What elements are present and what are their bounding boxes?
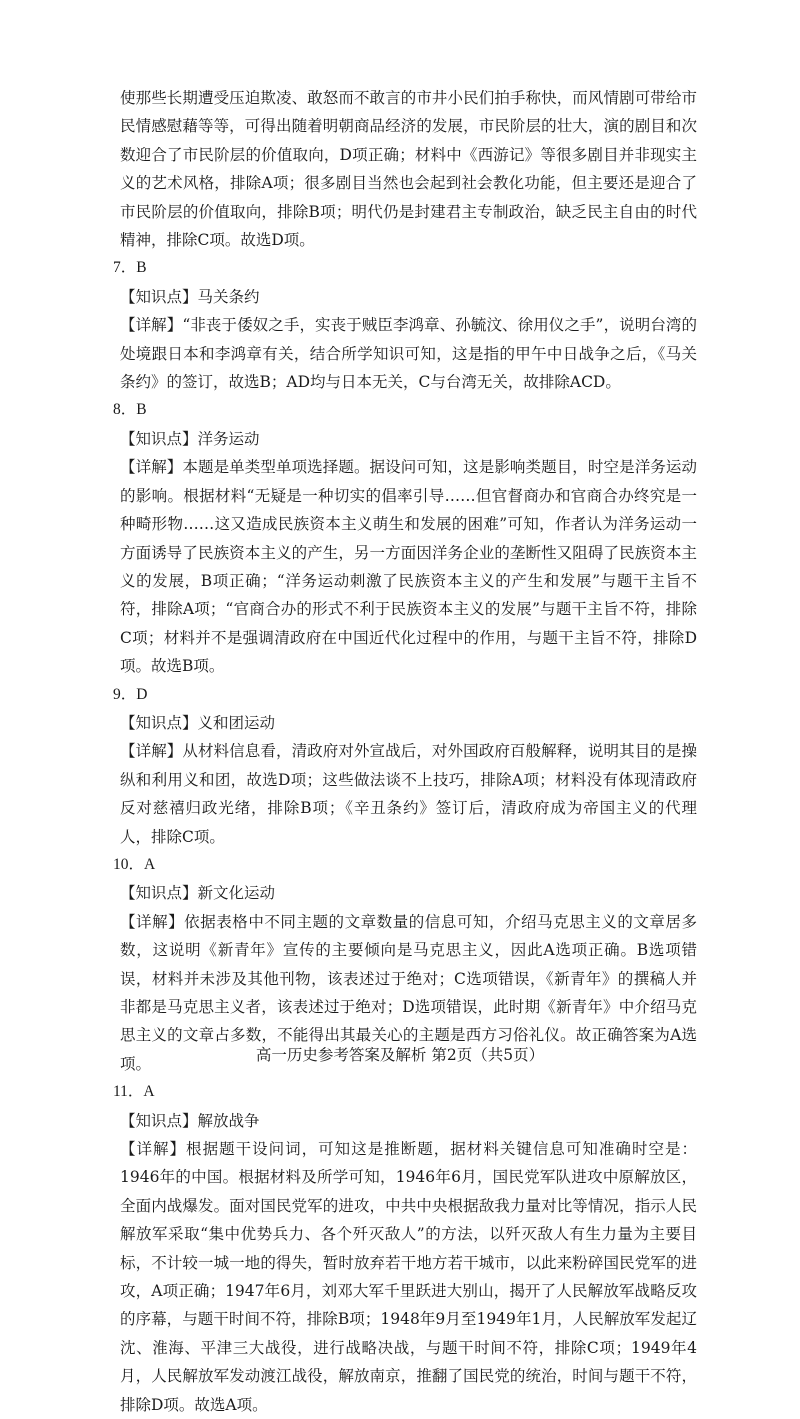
detail-explanation: 【详解】依据表格中不同主题的文章数量的信息可知，介绍马克思主义的文章居多数，这说明《新青年》宣传的主要倾向是马克思主义，因此A选项正确。B选项错误，材料并未涉及其他刊物，该表述过于绝对；C选项错误，《新青年》的撰稿人并非都是马克思主义者，该表述过于绝对；D选项错误，此时期《新青年》中介绍马克思主义的文章占多数，不能得出其最关心的主题是西方习俗礼仪。故正确答案为A选项。	[120, 912, 697, 1073]
question-7	[113, 254, 697, 396]
question-number: 8．B	[113, 401, 147, 419]
detail-explanation: 【详解】从材料信息看，清政府对外宣战后，对外国政府百般解释，说明其目的是操纵和利用义和团，故选D项；这些做法谈不上技巧，排除A项；材料没有体现清政府反对慈禧归政光绪，排除B项；《辛丑条约》签订后，清政府成为帝国主义的代理人，排除C项。	[120, 742, 697, 846]
knowledge-point: 【知识点】义和团运动	[120, 713, 276, 732]
knowledge-point: 【知识点】洋务运动	[120, 429, 260, 448]
detail-explanation: 【详解】本题是单类型单项选择题。据设问可知，这是影响类题目，时空是洋务运动的影响。根据材料“无疑是一种切实的倡率引导……但官督商办和官商合办终究是一种畸形物……这又造成民族资本主义萌生和发展的困难”可知，作者认为洋务运动一方面诱导了民族资本主义的产生，另一方面因洋务企业的垄断性又阻碍了民族资本主义的发展，B项正确；“洋务运动刺激了民族资本主义的产生和发展”与题干主旨不符，排除A项；“官商合办的形式不利于民族资本主义的发展”与题干主旨不符，排除C项；材料并不是强调清政府在中国近代化过程中的作用，与题干主旨不符，排除D项。故选B项。	[120, 458, 697, 676]
detail-explanation: 【详解】“非丧于倭奴之手，实丧于贼臣李鸿章、孙毓汶、徐用仪之手”，说明台湾的处境跟日本和李鸿章有关，结合所学知识可知，这是指的甲午中日战争之后，《马关条约》的签订，故选B；AD均与日本无关，C与台湾无关，故排除ACD。	[120, 316, 697, 392]
question-9	[113, 681, 697, 851]
question-8	[113, 396, 697, 680]
answer-content	[113, 84, 697, 1419]
question-number: 10．A	[113, 855, 156, 873]
knowledge-point: 【知识点】解放战争	[120, 1111, 260, 1130]
page-footer: 高一历史参考答案及解析 第2页（共5页）	[255, 1046, 545, 1064]
question-number: 9．D	[113, 685, 148, 703]
question-11	[113, 1078, 697, 1419]
knowledge-point: 【知识点】马关条约	[120, 287, 260, 306]
detail-explanation: 【详解】根据题干设问词，可知这是推断题，据材料关键信息可知准确时空是：1946年的中国。根据材料及所学可知，1946年6月，国民党军队进攻中原解放区，全面内战爆发。面对国民党军的进攻，中共中央根据敌我力量对比等情况，指示人民解放军采取“集中优势兵力、各个歼灭敌人”的方法，以歼灭敌人有生力量为主要目标，不计较一城一地的得失，暂时放弃若干地方若干城市，以此来粉碎国民党军的进攻，A项正确；1947年6月，刘邓大军千里跃进大别山，揭开了人民解放军战略反攻的序幕，与题干时间不符，排除B项；1948年9月至1949年1月，人民解放军发起辽沈、淮海、平津三大战役，进行战略决战，与题干时间不符，排除C项；1949年4月，人民解放军发动渡江战役，解放南京，推翻了国民党的统治，时间与题干不符，排除D项。故选A项。	[120, 1140, 697, 1414]
intro-paragraph: 使那些长期遭受压迫欺凌、敢怒而不敢言的市井小民们拍手称快，而风情剧可带给市民情感慰藉等等，可得出随着明朝商品经济的发展，市民阶层的壮大，演的剧目和次数迎合了市民阶层的价值取向，D项正确；材料中《西游记》等很多剧目并非现实主义的艺术风格，排除A项；很多剧目当然也会起到社会教化功能，但主要还是迎合了市民阶层的价值取向，排除B项；明代仍是封建君主专制政治，缺乏民主自由的时代精神，排除C项。故选D项。	[120, 89, 697, 250]
knowledge-point: 【知识点】新文化运动	[120, 884, 276, 903]
question-number: 11．A	[113, 1083, 155, 1101]
question-number: 7．B	[113, 259, 147, 277]
